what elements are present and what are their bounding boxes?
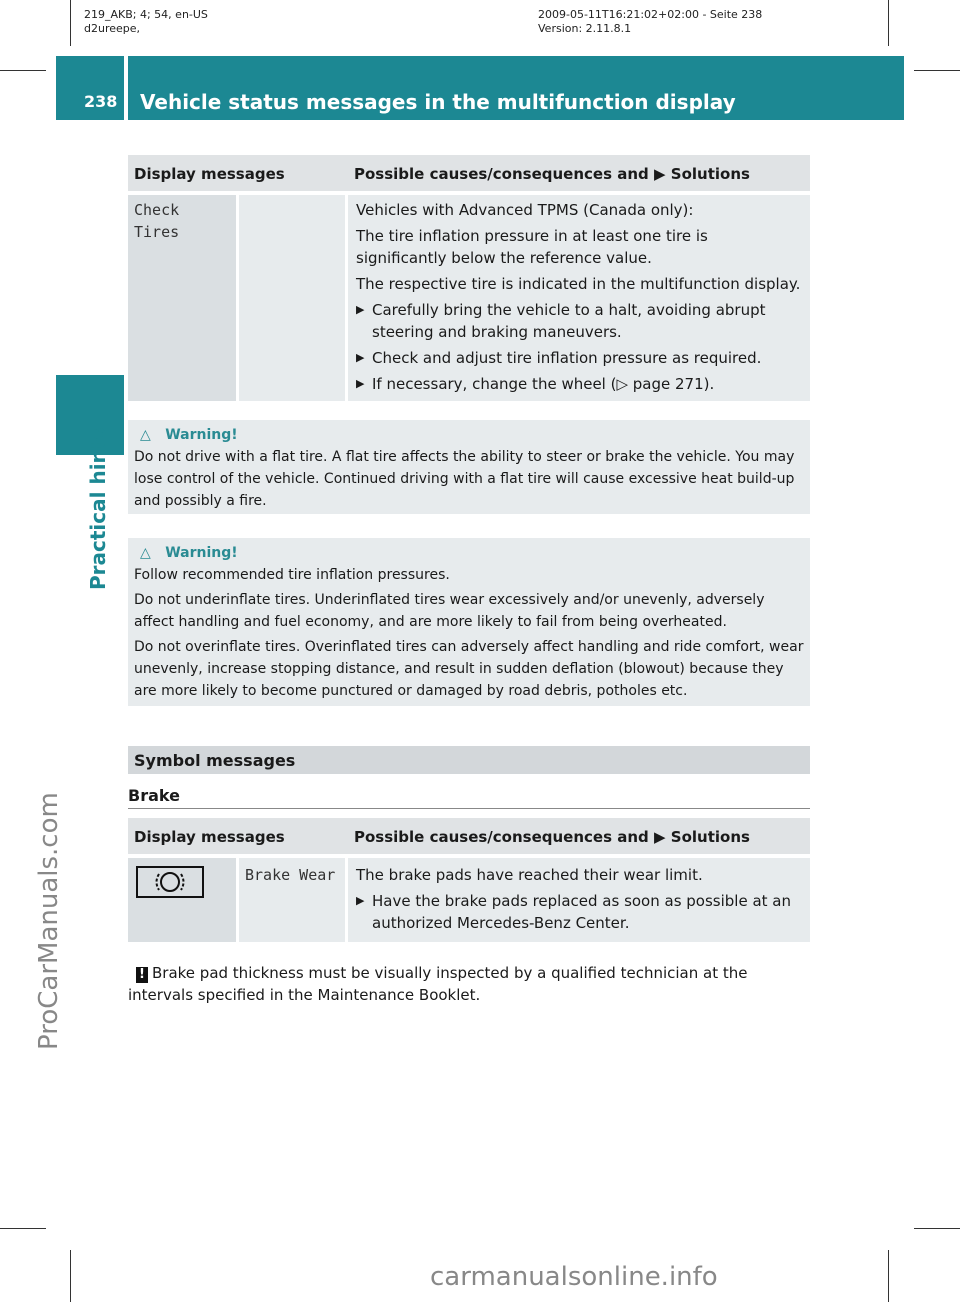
crop-mark xyxy=(888,0,889,46)
table-header xyxy=(128,155,810,191)
warning-text: Do not overinflate tires. Overinflated tires can adversely affect handling and ride comfort, wear unevenly, increase stopping distance, and result in sudden deflation (blowout) because they are more likely to become punctured or damaged by road debris, potholes etc. xyxy=(134,639,804,699)
side-tab-label: Practical hints xyxy=(86,427,110,590)
col-header-suffix: Solutions xyxy=(670,165,750,183)
cause-text: The brake pads have reached their wear limit. xyxy=(356,866,703,884)
side-watermark: ProCarManuals.com xyxy=(34,792,64,1050)
display-messages-table xyxy=(128,155,810,401)
arrow-icon: ▶ xyxy=(654,165,666,183)
col-header-suffix: Solutions xyxy=(670,828,750,846)
crop-mark xyxy=(70,0,71,46)
solution-step: ▶ Check and adjust tire inflation pressure as required. xyxy=(356,347,802,369)
crop-mark xyxy=(0,1228,46,1229)
symbol-cell xyxy=(239,195,345,401)
arrow-icon: ▶ xyxy=(654,828,666,846)
cause-text: The tire inflation pressure in at least one tire is significantly below the reference value. xyxy=(356,227,708,267)
print-meta-line: Version: 2.11.8.1 xyxy=(538,22,632,35)
crop-mark xyxy=(888,1250,889,1302)
display-cell xyxy=(128,195,236,401)
warning-triangle-icon: △ xyxy=(140,545,151,561)
page-number: 238 xyxy=(84,92,118,111)
warning-heading xyxy=(134,542,804,564)
table-row xyxy=(128,858,810,942)
solution-step: ▶ If necessary, change the wheel (▷ page 271). xyxy=(356,373,802,395)
crop-mark xyxy=(914,70,960,71)
warning-title: Warning! xyxy=(165,545,238,561)
crop-mark xyxy=(0,70,46,71)
cause-text: The respective tire is indicated in the multifunction display. xyxy=(356,275,801,293)
warning-box xyxy=(128,538,810,706)
col-header-causes xyxy=(354,828,750,846)
warning-text: Do not underinflate tires. Underinflated tires wear excessively and/or unevenly, adversely affect handling and fuel economy, and are more likely to fail from being overheated. xyxy=(134,592,765,630)
print-meta-left xyxy=(84,8,208,36)
warning-title: Warning! xyxy=(165,427,238,443)
print-meta-line: d2ureepe, xyxy=(84,22,141,35)
col-header-text: Possible causes/consequences and xyxy=(354,165,649,183)
warning-text: Follow recommended tire inflation pressures. xyxy=(134,567,450,583)
solution-step: ▶ Carefully bring the vehicle to a halt, avoiding abrupt steering and braking maneuvers. xyxy=(356,299,802,343)
display-cell xyxy=(239,858,345,942)
warning-box xyxy=(128,420,810,514)
note xyxy=(128,962,810,1006)
print-meta-line: 219_AKB; 4; 54, en-US xyxy=(84,8,208,21)
col-header-display: Display messages xyxy=(134,165,285,183)
crop-mark xyxy=(70,1250,71,1302)
print-meta-right xyxy=(538,8,762,36)
warning-triangle-icon: △ xyxy=(140,427,151,443)
col-header-display: Display messages xyxy=(134,828,285,846)
exclamation-icon: ! xyxy=(136,967,148,983)
crop-mark xyxy=(914,1228,960,1229)
divider xyxy=(128,808,810,809)
causes-cell xyxy=(348,858,810,942)
display-text: Tires xyxy=(134,223,180,241)
causes-cell xyxy=(348,195,810,401)
footer-watermark: carmanualsonline.info xyxy=(430,1262,718,1292)
col-header-causes xyxy=(354,165,750,183)
solution-step: ▶ Have the brake pads replaced as soon as possible at an authorized Mercedes-Benz Center. xyxy=(356,890,802,934)
symbol-messages-table xyxy=(128,818,810,942)
display-text: Brake Wear xyxy=(245,866,336,884)
cause-text: Vehicles with Advanced TPMS (Canada only): xyxy=(356,201,694,219)
note-text: Brake pad thickness must be visually inspected by a qualified technician at the intervals specified in the Maintenance Booklet. xyxy=(128,964,748,1004)
warning-text: Do not drive with a flat tire. A flat tire affects the ability to steer or brake the vehicle. You may lose control of the vehicle. Continued driving with a flat tire will cause excessive heat build-up and possibly a fire. xyxy=(134,449,795,509)
page-title: Vehicle status messages in the multifunction display xyxy=(140,90,736,114)
display-text: Check xyxy=(134,201,180,219)
section-title: Symbol messages xyxy=(134,751,296,770)
brake-wear-icon xyxy=(136,866,204,898)
table-row xyxy=(128,195,810,401)
section-subtitle: Brake xyxy=(128,786,180,805)
print-meta-line: 2009-05-11T16:21:02+02:00 - Seite 238 xyxy=(538,8,763,21)
table-header xyxy=(128,818,810,854)
warning-heading xyxy=(134,424,804,446)
col-header-text: Possible causes/consequences and xyxy=(354,828,649,846)
symbol-cell xyxy=(128,858,236,942)
